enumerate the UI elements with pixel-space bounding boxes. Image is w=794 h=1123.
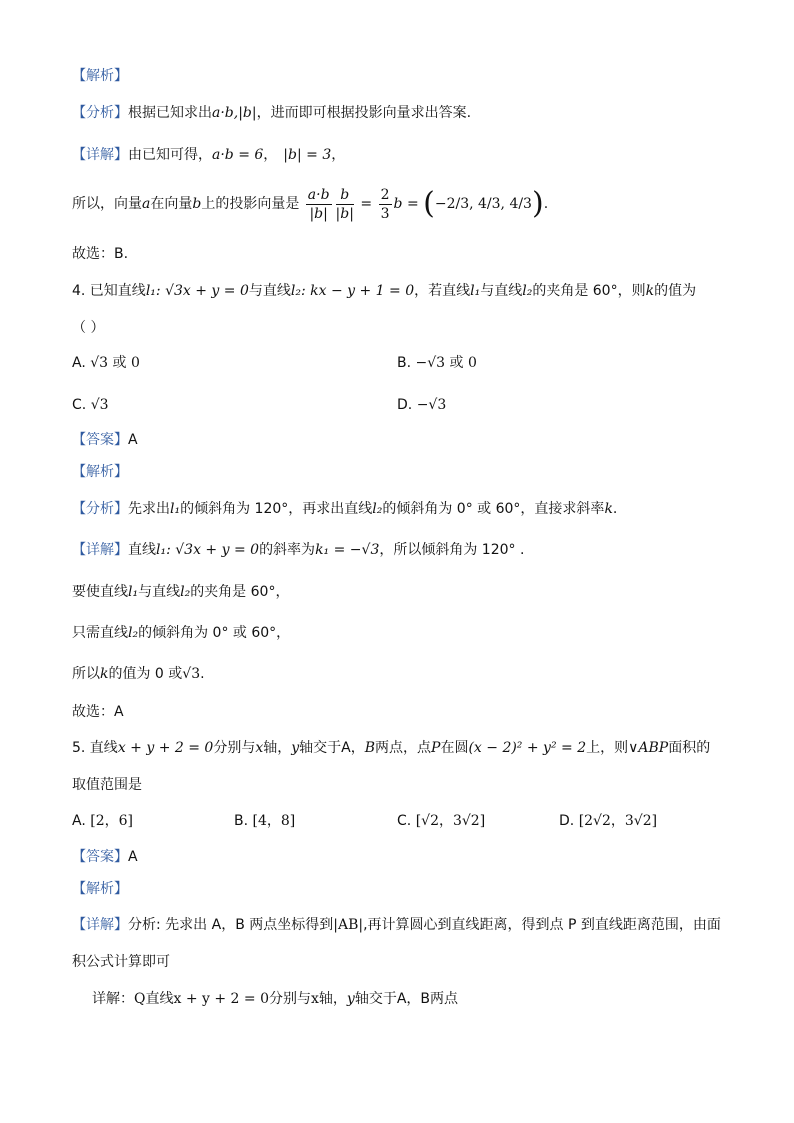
q5-stem	[72, 738, 710, 758]
stem-text: ，若直线	[414, 283, 471, 299]
text: 的斜率为	[259, 542, 316, 558]
x: x	[311, 991, 319, 1007]
option-value: [√2，3√2]	[415, 813, 486, 829]
text: 分别与	[269, 991, 311, 1007]
equation: : √3x + y = 0	[166, 542, 260, 558]
fenxi-label: 【分析】	[72, 105, 128, 121]
fenxi-text: 根据已知求出	[128, 105, 212, 121]
answer-blank: （ ）	[72, 320, 105, 336]
fraction-3	[379, 186, 392, 223]
stem-text: 4. 已知直线	[72, 283, 146, 299]
q5-option-d	[559, 811, 657, 831]
text: 上的投影向量是	[201, 196, 300, 212]
q5-daan	[72, 847, 138, 867]
answer-text: 故选：B.	[72, 246, 129, 262]
y: y	[346, 991, 355, 1007]
q5-xiangjie-line2	[72, 952, 170, 972]
vec-b: b	[192, 196, 202, 212]
text: 详解：	[92, 991, 134, 1007]
stem-text: 轴，	[263, 740, 292, 756]
daan-label: 【答案】	[72, 432, 128, 448]
jiexi-label: 【解析】	[72, 881, 128, 897]
k: k	[645, 283, 655, 299]
text: 轴交于	[354, 991, 397, 1007]
option-value: −√3 或 0	[415, 355, 477, 371]
q3-projection-line: 所以，向量a在向量b上的投影向量是 $\frac{a\cdot b}{|b|}$ $\frac{b}{|b|}$ = $\frac{2}{3}$ b = (−2/3, 4/3, 4/3).	[72, 186, 549, 222]
point-p: P	[431, 740, 441, 756]
q5-option-b	[234, 811, 295, 831]
comma: ，	[331, 147, 346, 163]
text: ，所以倾斜角为 120° .	[379, 542, 525, 558]
norm-b: |b| = 3	[283, 147, 332, 163]
option-label: B.	[397, 355, 412, 371]
xiangjie-text: 由已知可得，	[128, 147, 212, 163]
numerator: b	[336, 186, 354, 205]
q3-answer	[72, 244, 128, 264]
l1: l₁	[128, 584, 139, 600]
because-symbol: Q	[134, 991, 146, 1007]
vec-b: b	[393, 196, 403, 212]
period: .	[200, 666, 205, 682]
daan-label: 【答案】	[72, 849, 128, 865]
l1: l₁	[145, 283, 156, 299]
text: 积公式计算即可	[72, 954, 170, 970]
option-value: [2√2，3√2]	[578, 813, 658, 829]
text: 要使直线	[72, 584, 128, 600]
text: 的倾斜角为 120°，再求出直线	[180, 501, 373, 517]
stem-text: 与直线	[248, 283, 291, 299]
option-label: B.	[234, 813, 249, 829]
text: 先求出	[128, 501, 170, 517]
point-b: B	[420, 991, 431, 1007]
xiangjie-label: 【详解】	[72, 542, 128, 558]
circle-equation: (x − 2)² + y² = 2	[468, 740, 587, 756]
denominator: |b|	[335, 205, 354, 222]
q4-option-c	[72, 395, 109, 415]
text: 所以，向量	[72, 196, 142, 212]
text: 在向量	[150, 196, 193, 212]
triangle: ∨ABP	[628, 740, 669, 756]
text: 的值为 0 或	[108, 666, 183, 682]
q4-answer	[72, 702, 124, 722]
q4-line6	[72, 623, 290, 643]
text: 与直线	[138, 584, 181, 600]
text: 直线	[128, 542, 156, 558]
option-label: C.	[397, 813, 412, 829]
line-equation: x + y + 2 = 0	[117, 740, 214, 756]
option-label: D.	[397, 397, 413, 413]
k: k	[100, 666, 109, 682]
k: k	[604, 501, 613, 517]
equals: =	[406, 196, 419, 212]
option-label: C.	[72, 397, 87, 413]
denominator: |b|	[309, 205, 328, 222]
q5-stem-line2	[72, 775, 142, 795]
stem-text: 的夹角是 60°，则	[532, 283, 646, 299]
text: 的夹角是 60°，	[190, 584, 290, 600]
fenxi-text-end: ，进而即可根据投影向量求出答案.	[256, 105, 472, 121]
text: 两点	[430, 991, 459, 1007]
comma: ，	[406, 991, 421, 1007]
dot-product: a·b = 6	[212, 147, 264, 163]
l1: l₁	[156, 542, 167, 558]
stem-text: 上，则	[586, 740, 629, 756]
q5-option-c	[397, 811, 485, 831]
l2: l₂	[522, 283, 533, 299]
l1: l₁	[170, 501, 181, 517]
q5-jiexi	[72, 879, 128, 899]
text: 分析: 先求出 A，B 两点坐标得到	[128, 917, 334, 933]
q4-xiangjie	[72, 540, 524, 560]
q4-line7	[72, 664, 205, 684]
stem-text: 在圆	[440, 740, 469, 756]
y: y	[291, 740, 300, 756]
q4-daan	[72, 430, 138, 450]
daan-value: A	[128, 849, 138, 865]
slope: k₁ = −√3	[315, 542, 380, 558]
option-label: A.	[72, 813, 86, 829]
period: .	[543, 196, 549, 212]
stem-text: 5. 直线	[72, 740, 118, 756]
l2: l₂	[290, 283, 301, 299]
option-label: D.	[559, 813, 575, 829]
vec-a: a	[142, 196, 151, 212]
stem-text: 分别与	[213, 740, 256, 756]
q4-paren	[72, 318, 104, 338]
option-value: [2，6]	[90, 813, 133, 829]
line-equation: x + y + 2 = 0	[173, 991, 269, 1007]
daan-value: A	[128, 432, 138, 448]
text: 直线	[145, 991, 174, 1007]
stem-text: 取值范围是	[72, 777, 142, 793]
option-label: A.	[72, 355, 86, 371]
q4-stem	[72, 281, 696, 301]
point-a: A	[396, 991, 407, 1007]
text: 所以	[72, 666, 100, 682]
x: x	[255, 740, 264, 756]
option-value: √3	[90, 397, 109, 413]
text: 的倾斜角为 0° 或 60°，	[138, 625, 291, 641]
q5-option-a	[72, 811, 133, 831]
text: 轴，	[318, 991, 347, 1007]
numerator: a·b	[307, 186, 330, 203]
jiexi-label: 【解析】	[72, 68, 128, 84]
l2: l₂	[372, 501, 383, 517]
option-value: [4，8]	[252, 813, 296, 829]
answer-text: 故选：A	[72, 704, 124, 720]
equals: =	[360, 196, 373, 212]
q4-option-b	[397, 353, 477, 373]
q4-fenxi	[72, 499, 617, 519]
stem-text: 面积的	[668, 740, 711, 756]
point-b: B	[364, 740, 376, 756]
stem-text: 与直线	[480, 283, 523, 299]
fraction-2	[336, 186, 354, 223]
jiexi-label: 【解析】	[72, 464, 128, 480]
comma: ，	[350, 740, 365, 756]
stem-text: 两点，点	[375, 740, 432, 756]
ab-length: |AB|	[333, 917, 364, 933]
numerator: 2	[380, 186, 390, 203]
q4-option-a	[72, 353, 140, 373]
fenxi-math: a·b,|b|	[212, 105, 257, 121]
equation-l2: : kx − y + 1 = 0	[300, 283, 415, 299]
fraction-1	[306, 186, 332, 223]
q3-fenxi	[72, 103, 471, 123]
text: ,再计算圆心到直线距离，得到点 P 到直线距离范围，由面	[363, 917, 721, 933]
q4-option-d	[397, 395, 446, 415]
q5-xiangjie-line3	[92, 989, 458, 1009]
q3-jiexi	[72, 66, 128, 86]
q4-jiexi	[72, 462, 128, 482]
q3-xiangjie	[72, 145, 345, 165]
l2: l₂	[128, 625, 139, 641]
period: .	[612, 501, 618, 517]
l2: l₂	[180, 584, 191, 600]
q5-xiangjie	[72, 915, 721, 935]
denominator: 3	[380, 205, 390, 222]
equation-l1: : √3x + y = 0	[155, 283, 249, 299]
text: 只需直线	[72, 625, 128, 641]
sqrt3: √3	[182, 666, 201, 682]
stem-text: 的值为	[654, 283, 697, 299]
text: 的倾斜角为 0° 或 60°，直接求斜率	[382, 501, 605, 517]
l1: l₁	[470, 283, 481, 299]
comma: ，	[263, 147, 278, 163]
point-a: A	[341, 740, 351, 756]
stem-text: 轴交于	[299, 740, 342, 756]
option-value: −√3	[416, 397, 447, 413]
option-value: √3 或 0	[90, 355, 140, 371]
q4-line5	[72, 582, 289, 602]
xiangjie-label: 【详解】	[72, 917, 128, 933]
xiangjie-label: 【详解】	[72, 147, 128, 163]
projection-result: −2/3, 4/3, 4/3	[434, 196, 532, 212]
fenxi-label: 【分析】	[72, 501, 128, 517]
